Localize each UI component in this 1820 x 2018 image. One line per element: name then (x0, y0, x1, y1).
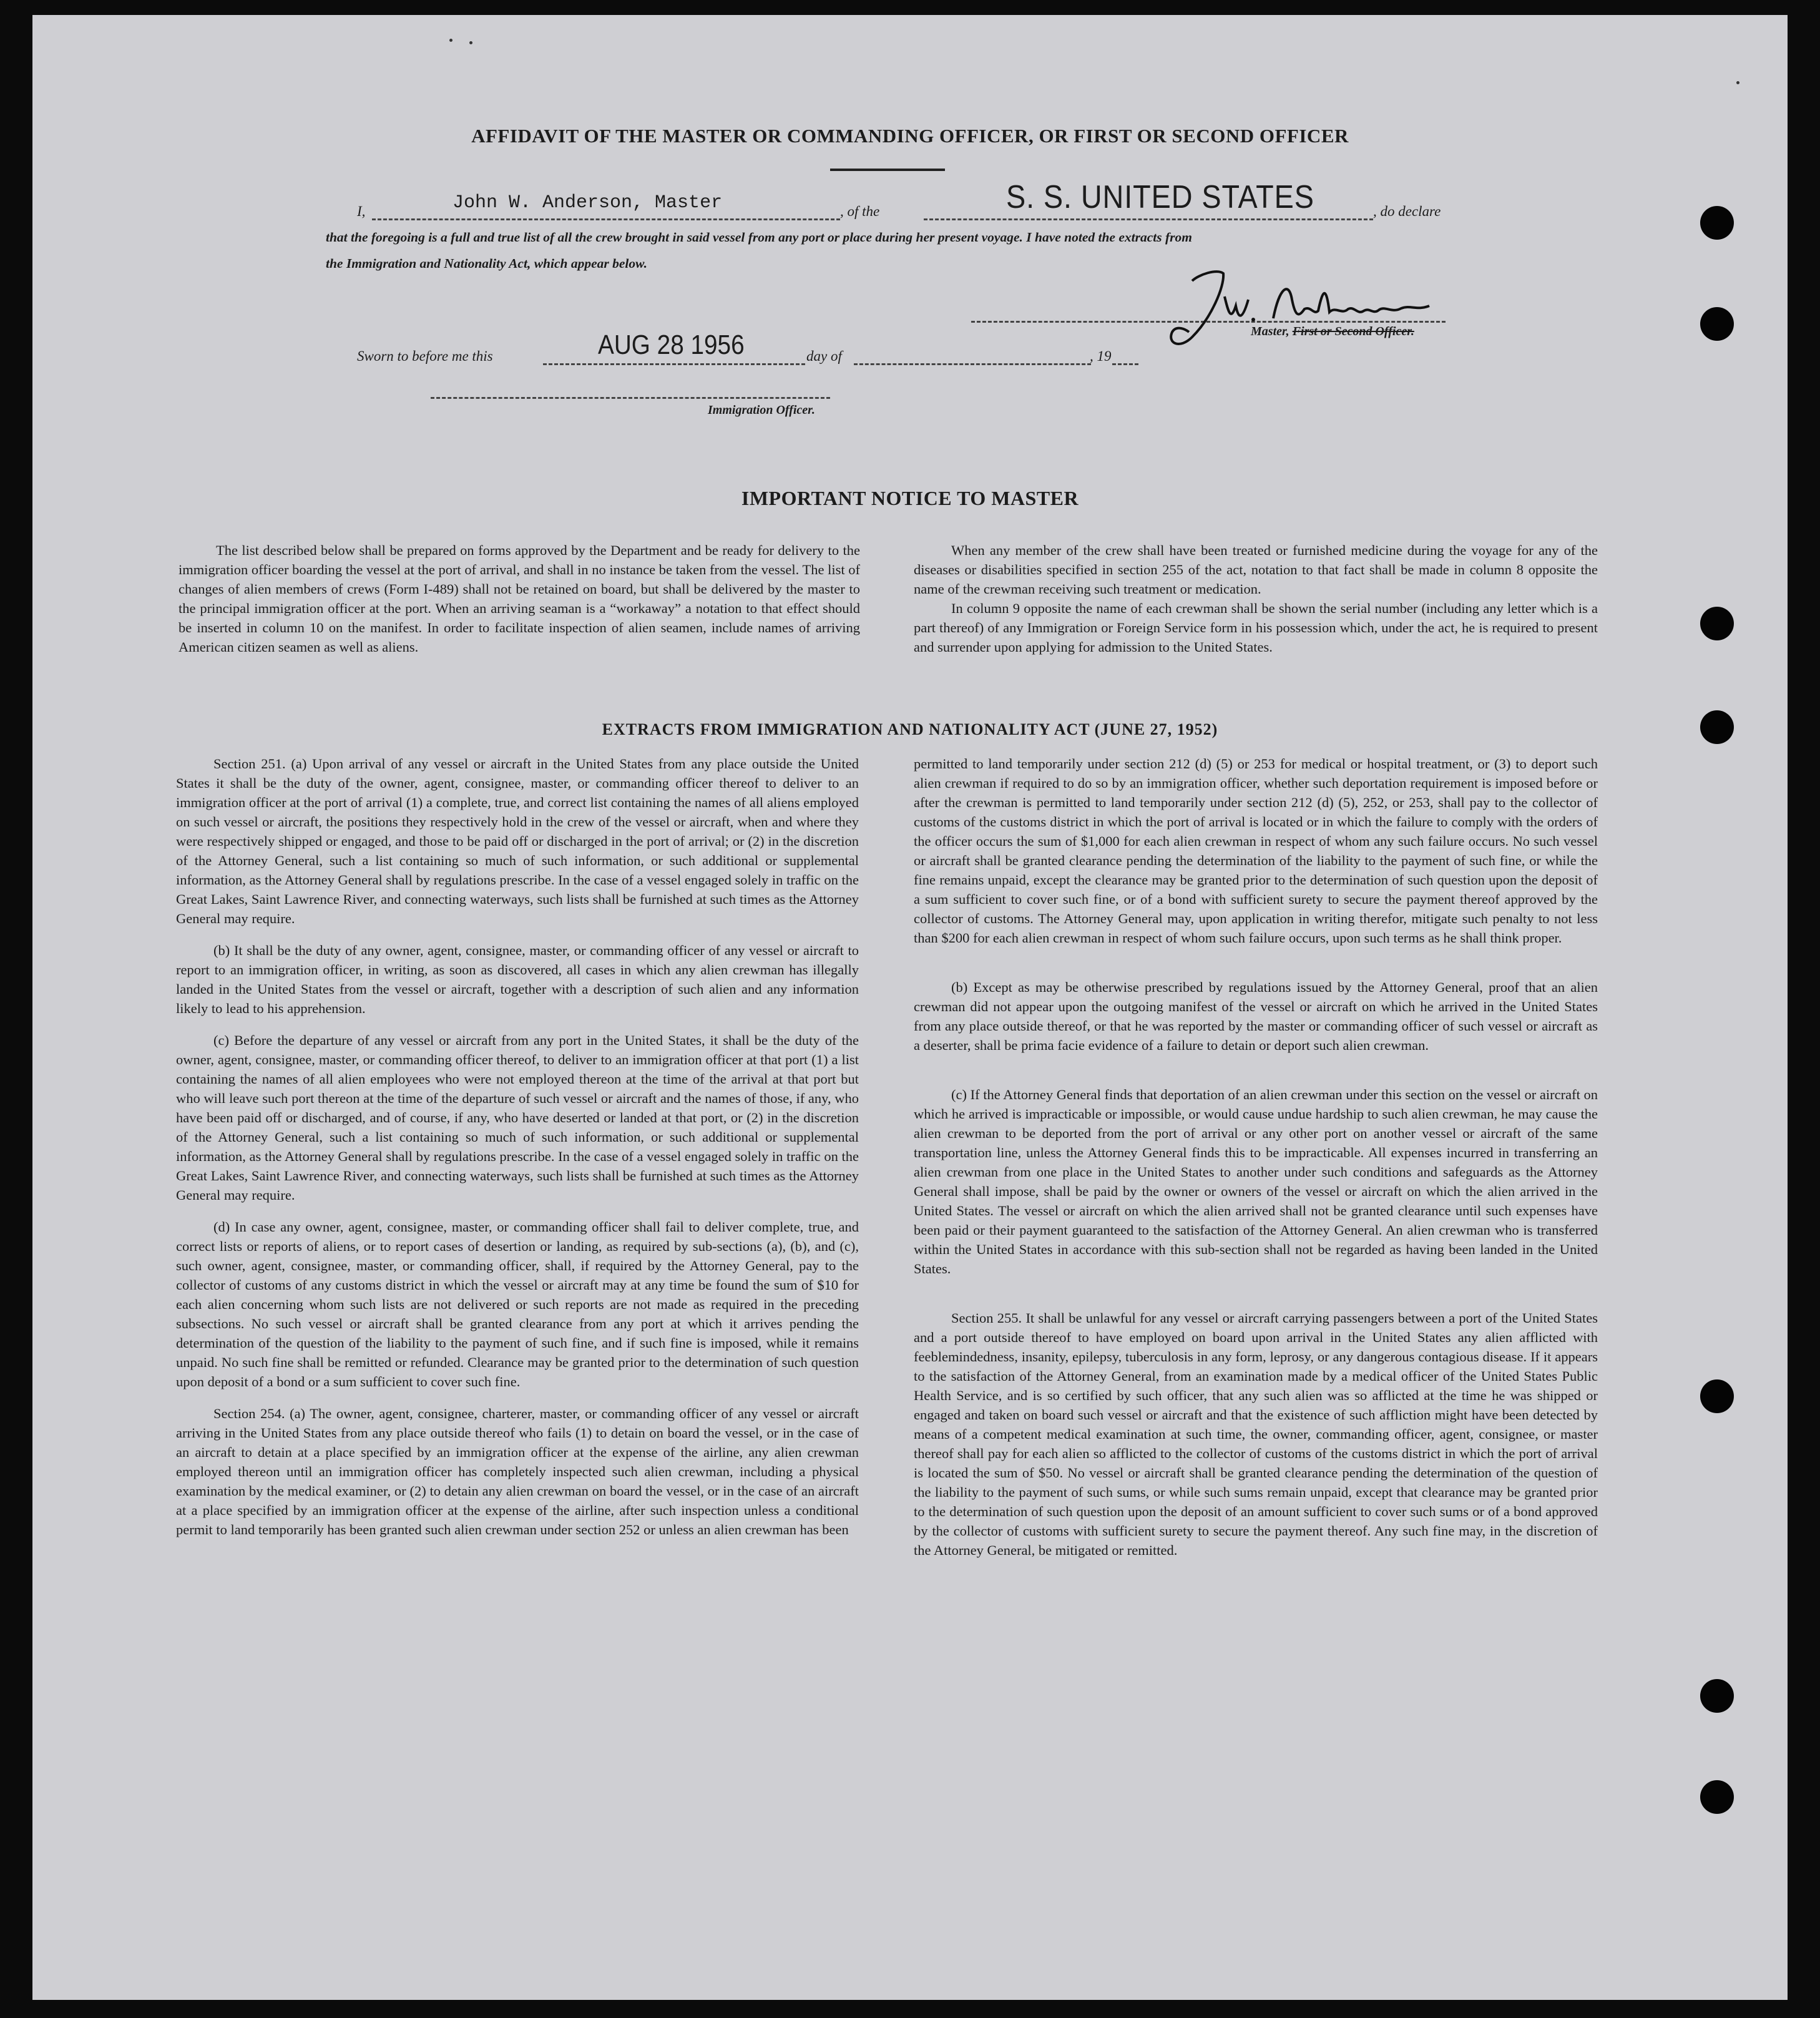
vessel-name-line (924, 218, 1373, 220)
master-name-line (372, 218, 840, 220)
vessel-name: S. S. UNITED STATES (1006, 179, 1314, 215)
declaration-line-1: that the foregoing is a full and true list of all the crew brought in said vessel from any port or place during her present voyage. I have noted the extracts from (326, 230, 1192, 245)
binder-hole (1700, 206, 1734, 240)
signature-mark (1155, 262, 1442, 356)
notice-right-paragraph-1: When any member of the crew shall have been treated or furnished medicine during the voyage for any of the diseases or disabilities specified in section 255 of the act, notation to that fact shall be made in column 8 opposite the name of the crewman receiving such treatment or medication. (914, 542, 1598, 597)
section-251-d: (d) In case any owner, agent, consignee, master, or commanding officer shall fail to deliver complete, true, and correct lists or reports of aliens, or to report cases of desertion or landing, as required by sub-sections (a), (b), and (c), such owner, agent, consignee, master, or commanding officer, shall, if required by the Attorney General, pay to the collector of customs of any customs district in which the vessel or aircraft may at any time be found the sum of $10 for each alien concerning whom such lists are not delivered or such reports are not made as required in the preceding subsections. No such vessel or aircraft shall be granted clearance from any port at which it arrives pending the determination of the question of the liability to the payment of such fine, and if such fine is imposed, while it remains unpaid. No such fine shall be remitted or refunded. Clearance may be granted prior to the determination of such question upon deposit of a bond or a sum sufficient to cover such fine. (176, 1219, 859, 1389)
section-254-a: Section 254. (a) The owner, agent, consignee, charterer, master, or commanding officer of any vessel or aircraft arriving in the United States from any place outside thereof who fails (1) to detain on board the vessel, or in the case of an aircraft to detain at a place specified by an immigration officer at the expense of the airline, any alien crewman employed thereon until an immigration officer has completely inspected such alien crewman, including a physical examination by the medical examiner, or (2) to detain any alien crewman on board the vessel, or in the case of an aircraft at a place specified by an immigration officer at the expense of the airline, after such inspection unless a conditional permit to land temporarily has been granted such alien crewman under section 252 or unless an alien crewman has been (176, 1406, 859, 1537)
speck (469, 41, 472, 44)
year-label: , 19 (1090, 348, 1112, 364)
sworn-date-line (543, 363, 805, 365)
section-251-c: (c) Before the departure of any vessel or aircraft from any port in the United States, it shall be the duty of the owner, agent, consignee, master, or commanding officer thereof, to deliver to an immigration officer at that port (1) a list containing the names of all alien employees who were not employed thereon at the time of the arrival at that port but who will leave such port thereon at the time of the departure of such vessel or aircraft and the names of those, if any, who have been paid off or discharged, and of course, if any, who have deserted or landed at that port, or (2) in the discretion of the Attorney General, such a list containing so much of such information, or such additional or supplemental information, as the Attorney General shall by regulations prescribe. In the case of a vessel engaged solely in traffic on the Great Lakes, Saint Lawrence River, and connecting waterways, such lists shall be furnished at such times as the Attorney General may require. (176, 1032, 859, 1203)
binder-hole (1700, 307, 1734, 341)
speck (1736, 81, 1739, 84)
binder-hole (1700, 1679, 1734, 1713)
of-the-label: , of the (840, 203, 880, 219)
immigration-officer-label: Immigration Officer. (708, 403, 815, 417)
day-of-label: day of (806, 348, 842, 364)
sworn-label: Sworn to before me this (357, 348, 493, 364)
notice-title: IMPORTANT NOTICE TO MASTER (741, 487, 1079, 509)
section-254-a-continued: permitted to land temporarily under section 212 (d) (5) or 253 for medical or hospital treatment, or (3) to deport such alien crewman if required to do so by an immigration officer, whether such deportation requirement is imposed before or after the crewman is permitted to land temporarily under section 212 (d) (5), 252, or 253, shall pay to the collector of customs of the customs district in which the port of arrival is located or in which the failure to comply with the orders of the officer occurs the sum of $1,000 for each alien crewman in respect of whom any such failure occurs. No such vessel or aircraft shall be granted clearance pending the determination of the liability to the payment of such fine, or while the fine remains unpaid, except the clearance may be granted prior to the determination of such question upon the deposit of a sum sufficient to cover such fine, or of a bond with sufficient surety to secure the payment thereof approved by the collector of customs. The Attorney General may, upon application in writing therefor, mitigate such penalty to not less than $200 for each alien crewman in respect of whom such failure occurs, upon such terms as he shall think proper. (914, 756, 1598, 946)
section-254-b: (b) Except as may be otherwise prescribed by regulations issued by the Attorney General, proof that an alien crewman did not appear upon the outgoing manifest of the vessel or aircraft on which he arrived in the United States from any place outside thereof, or that he was reported by the master or commanding officer of such vessel or aircraft as a deserter, shall be prima facie evidence of a failure to detain or deport such alien crewman. (914, 979, 1598, 1053)
notice-right-paragraph-2: In column 9 opposite the name of each crewman shall be shown the serial number (including any letter which is a part thereof) of any Immigration or Foreign Service form in his possession which, under the act, he is required to present and surrender upon applying for admission to the United States. (914, 600, 1598, 655)
master-name: John W. Anderson, Master (453, 192, 723, 213)
binder-hole (1700, 1379, 1734, 1413)
year-line (1112, 363, 1138, 365)
notice-right-column (914, 541, 1598, 657)
section-254-c: (c) If the Attorney General finds that deportation of an alien crewman under this section on the vessel or aircraft on which he arrived is impracticable or impossible, or would cause undue hardship to such alien crewman, he may cause the alien crewman to be deported from the port of arrival or any other port on another vessel or aircraft of the same transportation line, unless the Attorney General finds this to be impracticable. All expenses incurred in transferring an alien crewman from one place in the United States to another under such conditions and safeguards as the Attorney General shall impose, shall be paid by the owner or owners of the vessel or aircraft on which the alien arrived in the United States. The vessel or aircraft on which the alien arrived shall not be granted clearance until such expenses have been paid or their payment guaranteed to the satisfaction of the Attorney General. An alien crewman who is transferred within the United States in accordance with this sub-section shall not be regarded as having been landed in the United States. (914, 1087, 1598, 1276)
section-251-b: (b) It shall be the duty of any owner, agent, consignee, master, or commanding officer of any vessel or aircraft to report to an immigration officer, in writing, as soon as discovered, all cases in which any alien crewman has illegally landed in the United States from the vessel or aircraft, together with a description of such alien and any information likely to lead to his apprehension. (176, 943, 859, 1016)
binder-hole (1700, 607, 1734, 640)
extracts-right-column (914, 754, 1598, 1560)
do-declare-label: , do declare (1373, 203, 1441, 219)
notice-left-column (179, 541, 860, 657)
caption-struck: First or Second Officer. (1292, 325, 1414, 338)
caption-master: Master, (1251, 325, 1289, 338)
speck (449, 39, 453, 42)
section-255: Section 255. It shall be unlawful for any vessel or aircraft carrying passengers between a port of the United States and a port outside thereof to have employed on board upon arrival in the United States any alien afflicted with feeblemindedness, insanity, epilepsy, tuberculosis in any form, leprosy, or any dangerous contagious disease. If it appears to the satisfaction of the Attorney General, from an examination made by a medical officer of the United States Public Health Service, and is so certified by such officer, that any such alien was so afflicted at the time he was shipped or engaged and taken on board such vessel or aircraft and that the existence of such affliction might have been detected by means of a competent medical examination at such time, the owner, commanding officer, agent, consignee, or master thereof shall pay for each alien so afflicted to the collector of customs of the customs district in which the port of arrival is located the sum of $50. No vessel or aircraft shall be granted clearance pending the determination of the question of the liability to the payment of such sums, or while such sums remain unpaid, except that clearance may be granted prior to the determination of such question upon the deposit of an amount sufficient to cover such sums or of a bond approved by the collector of customs with sufficient surety to secure the payment thereof. Any such fine may, in the discretion of the Attorney General, be mitigated or remitted. (914, 1310, 1598, 1558)
i-label: I, (357, 203, 366, 219)
title-underline (830, 169, 945, 171)
immigration-officer-line (431, 397, 830, 399)
extracts-title: EXTRACTS FROM IMMIGRATION AND NATIONALITY ACT (JUNE 27, 1952) (602, 720, 1218, 738)
affidavit-title: AFFIDAVIT OF THE MASTER OR COMMANDING OFFICER, OR FIRST OR SECOND OFFICER (471, 125, 1349, 147)
extracts-left-column (176, 754, 859, 1539)
declaration-line-2: the Immigration and Nationality Act, which appear below. (326, 256, 648, 271)
signature-caption (1251, 325, 1414, 339)
sworn-date: AUG 28 1956 (598, 330, 745, 360)
month-line (854, 363, 1091, 365)
binder-hole (1700, 1780, 1734, 1814)
notice-left-paragraph: The list described below shall be prepared on forms approved by the Department and be ready for delivery to the immigration officer boarding the vessel at the port of arrival, and shall in no instance be taken from the vessel. The list of changes of alien members of crews (Form I-489) shall not be retained on board, but shall be delivered by the master to the principal immigration officer at the port. When an arriving seaman is a “workaway” a notation to that effect should be inserted in column 10 on the manifest. In order to facilitate inspection of alien seamen, include names of arriving American citizen seamen as well as aliens. (179, 542, 860, 655)
section-251-a: Section 251. (a) Upon arrival of any vessel or aircraft in the United States from any place outside the United States it shall be the duty of the owner, agent, consignee, master, or commanding officer thereof to deliver to an immigration officer at the port of arrival (1) a complete, true, and correct list containing the names of all aliens employed on such vessel or aircraft, the positions they respectively hold in the crew of the vessel or aircraft, when and where they were respectively shipped or engaged, and those to be paid off or discharged in the port of arrival; or (2) in the discretion of the Attorney General, such a list containing so much of such information, or such additional or supplemental information, as the Attorney General shall by regulations prescribe. In the case of a vessel engaged solely in traffic on the Great Lakes, Saint Lawrence River, and connecting waterways, such lists shall be furnished at such times as the Attorney General may require. (176, 756, 859, 926)
